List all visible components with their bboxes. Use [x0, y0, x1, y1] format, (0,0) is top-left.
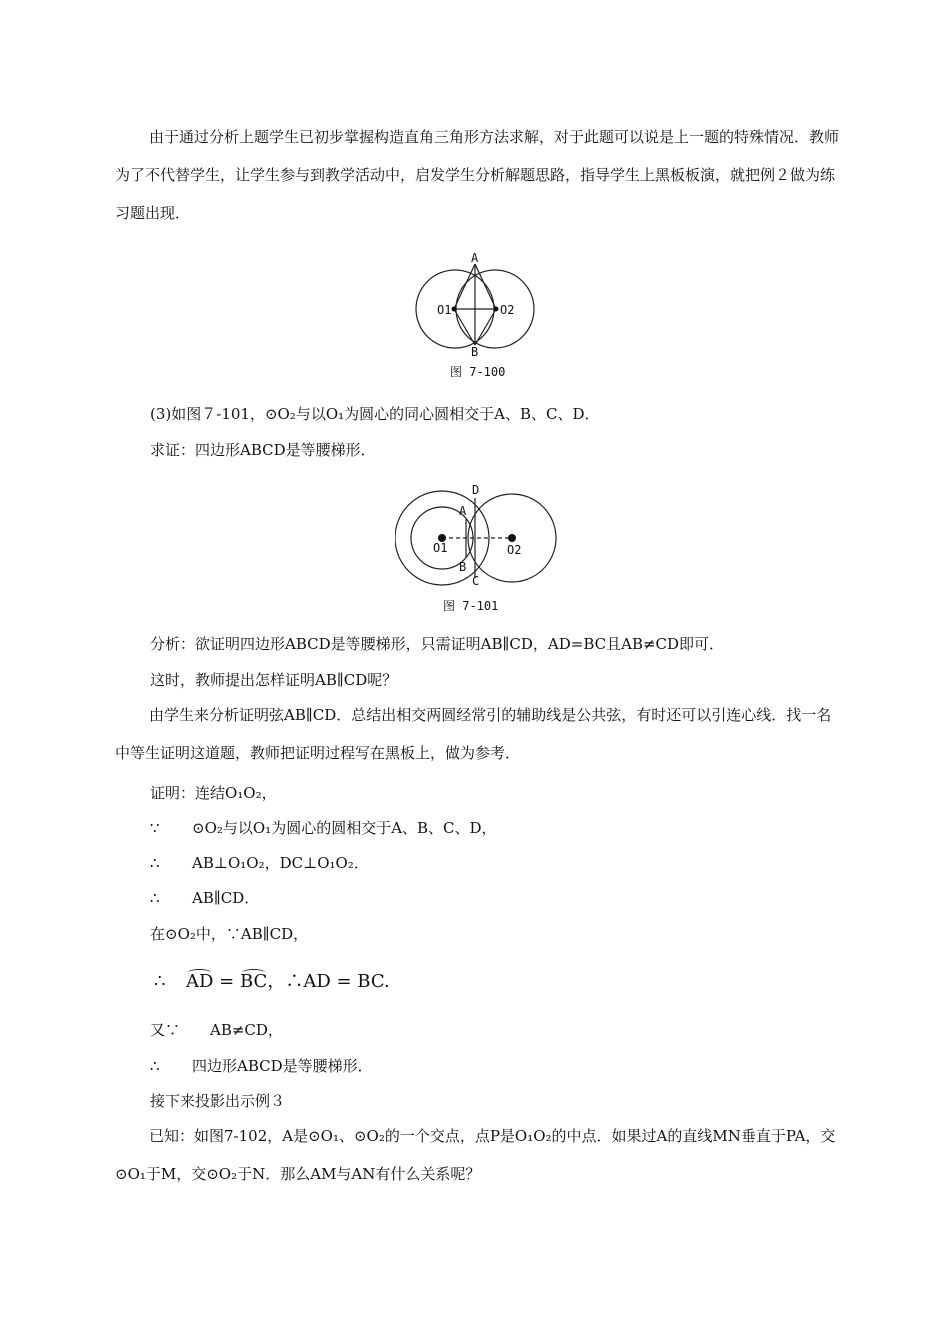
- label-o2: O2: [507, 543, 522, 557]
- analysis: 分析：欲证明四边形ABCD是等腰梯形，只需证明AB∥CD，AD=BC且AB≠CD即可．: [150, 635, 725, 653]
- label-c: C: [472, 574, 480, 588]
- figure-caption: 图 7-100: [450, 365, 506, 379]
- teacher-question: 这时，教师提出怎样证明AB∥CD呢？: [150, 671, 398, 689]
- proof-line-4: ∴ AB∥CD．: [150, 889, 260, 907]
- label-a: A: [459, 504, 467, 518]
- figure-7-101: [395, 482, 561, 618]
- label-d: D: [472, 483, 480, 497]
- therefore-symbol: ∴: [150, 889, 160, 907]
- proof-line-7: 又∵ AB≠CD，: [150, 1021, 283, 1039]
- proof-line-3: ∴ AB⊥O₁O₂，DC⊥O₁O₂．: [150, 854, 369, 872]
- question-3: (3)如图７-101，⊙O₂与以O₁为圆心的同心圆相交于A、B、C、D．: [150, 405, 600, 423]
- proof-line-6: ∴ AD = BC，∴AD = BC.: [154, 971, 390, 992]
- arc-ad: AD: [186, 971, 214, 992]
- label-o1: O1: [437, 303, 452, 317]
- proof-line-8: ∴ 四边形ABCD是等腰梯形．: [150, 1057, 373, 1075]
- because-symbol: ∵: [150, 819, 160, 837]
- proof-line-5: 在⊙O₂中，∵AB∥CD，: [150, 925, 309, 943]
- proof-line-2: ∵ ⊙O₂与以O₁为圆心的圆相交于A、B、C、D，: [150, 819, 497, 837]
- intro-paragraph: 由于通过分析上题学生已初步掌握构造直角三角形方法求解，对于此题可以说是上一题的特殊情况．教师为了不代替学生，让学生参与到教学活动中，启发学生分析解题思路，指导学生上黑板板演，就把例２做为练习题出现．: [115, 128, 840, 222]
- figure-caption: 图 7-101: [443, 599, 499, 613]
- therefore-symbol: ∴: [150, 854, 160, 872]
- arc-bc: BC: [240, 971, 268, 992]
- therefore-symbol: ∴: [154, 971, 166, 992]
- label-o2: O2: [500, 303, 515, 317]
- prove-statement: 求证：四边形ABCD是等腰梯形．: [150, 441, 376, 459]
- also-because-symbol: 又∵: [150, 1021, 181, 1039]
- label-a: A: [471, 252, 479, 265]
- label-b: B: [459, 560, 467, 574]
- student-analysis-paragraph: 由学生来分析证明弦AB∥CD．总结出相交两圆经常引的辅助线是公共弦，有时还可以引连心线．找一名中等生证明这道题，教师把证明过程写在黑板上，做为参考．: [115, 706, 832, 762]
- example-3-paragraph: 已知：如图7-102，A是⊙O₁、⊙O₂的一个交点，点P是O₁O₂的中点．如果过A的直线MN垂直于PA，交⊙O₁于M，交⊙O₂于N．那么AM与AN有什么关系呢？: [115, 1127, 836, 1183]
- next-example: 接下来投影出示例３: [150, 1092, 286, 1110]
- therefore-symbol: ∴: [150, 1057, 160, 1075]
- proof-line-1: 证明：连结O₁O₂，: [150, 784, 277, 802]
- label-o1: O1: [433, 541, 448, 555]
- label-b: B: [471, 345, 479, 359]
- figure-7-100: [405, 252, 545, 384]
